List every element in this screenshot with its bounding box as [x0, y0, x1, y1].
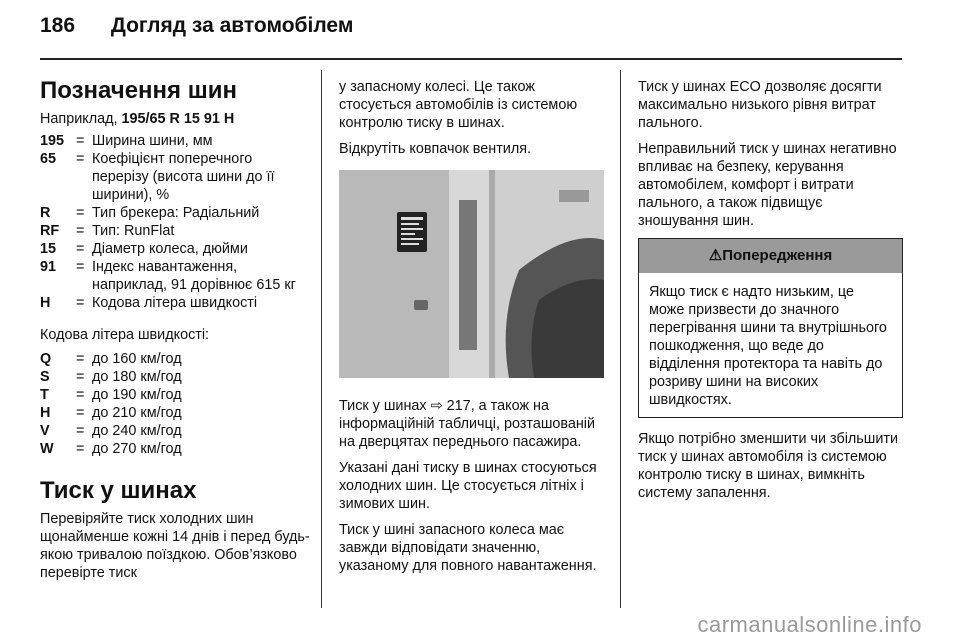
chapter-title: Догляд за автомобілем	[110, 14, 354, 37]
definition-eq: =	[76, 369, 85, 385]
definition-key: Q	[40, 351, 52, 367]
paragraph: Тиск у шині запасного колеса має завжди відповідати значенню, указаному для повного навантаження.	[339, 522, 597, 574]
definition-row	[40, 386, 310, 404]
page-header	[40, 14, 353, 38]
definition-key: S	[40, 369, 50, 385]
definition-text: до 270 км/год	[92, 441, 182, 457]
definition-key: R	[40, 205, 51, 221]
definition-key: 91	[40, 259, 57, 275]
definition-row	[40, 258, 310, 294]
warning-icon: ⚠	[708, 247, 723, 264]
tire-definition-list	[40, 132, 310, 312]
paragraph: у запасному колесі. Це також стосується автомобілів із системою контролю тиску в шинах.	[339, 79, 578, 131]
definition-eq: =	[76, 151, 85, 167]
definition-eq: =	[76, 241, 85, 257]
column-divider	[620, 70, 621, 608]
definition-text: Тип брекера: Радіальний	[92, 205, 260, 221]
definition-eq: =	[76, 351, 85, 367]
paragraph: Указані дані тиску в шинах стосуються холодних шин. Це стосується літніх і зимових шин.	[339, 460, 597, 512]
definition-eq: =	[76, 295, 85, 311]
speed-intro: Кодова літера швидкості:	[40, 327, 210, 343]
definition-row	[40, 222, 310, 240]
column-2	[339, 78, 604, 583]
paragraph: Тиск у шинах ECO дозволяє досягти максимально низького рівня витрат пального.	[638, 79, 882, 131]
definition-key: H	[40, 405, 51, 421]
definition-row	[40, 150, 310, 204]
paragraph: Неправильний тиск у шинах негативно впливає на безпеку, керування автомобілем, комфорт і витрати пального, а також підвищує зношування шин.	[638, 141, 897, 229]
example-line	[40, 110, 310, 128]
definition-text: до 180 км/год	[92, 369, 182, 385]
definition-text: Діаметр колеса, дюйми	[92, 241, 248, 257]
paragraph: Тиск у шинах ⇨ 217, а також на інформаційній табличці, розташованій на дверцятах переднього пасажира.	[339, 398, 596, 450]
definition-eq: =	[76, 223, 85, 239]
pressure-paragraph: Перевіряйте тиск холодних шин щонайменше кожні 14 днів і перед будь-якою тривалою поїздкою. Обов’язково перевірте тиск	[40, 511, 310, 581]
definition-row	[40, 240, 310, 258]
example-prefix: Наприклад,	[40, 111, 122, 127]
section-heading-tire-pressure: Тиск у шинах	[40, 477, 197, 504]
definition-key: 15	[40, 241, 57, 257]
definition-row	[40, 368, 310, 386]
definition-text: до 210 км/год	[92, 405, 182, 421]
page-ref-icon: ⇨	[430, 398, 443, 414]
definition-key: T	[40, 387, 49, 403]
definition-row	[40, 132, 310, 150]
definition-row	[40, 294, 310, 312]
column-1	[40, 78, 310, 590]
definition-key: 65	[40, 151, 57, 167]
definition-row	[40, 440, 310, 458]
definition-text: до 190 км/год	[92, 387, 182, 403]
door-tire-label-photo	[339, 170, 604, 378]
speed-definition-list	[40, 350, 310, 458]
paragraph: Відкрутіть ковпачок вентиля.	[339, 141, 532, 157]
definition-row	[40, 404, 310, 422]
definition-eq: =	[76, 205, 85, 221]
watermark: carmanualsonline.info	[697, 612, 922, 637]
page-number: 186	[40, 14, 76, 37]
definition-eq: =	[76, 387, 85, 403]
definition-key: W	[40, 441, 54, 457]
column-3	[638, 78, 903, 510]
definition-row	[40, 204, 310, 222]
warning-text: Якщо тиск є надто низьким, це може призвести до значного перегрівання шини та внутрішнього пошкодження, що веде до відділення протектора та навіть до розриву шини на високих швидкостях.	[649, 284, 887, 408]
definition-eq: =	[76, 441, 85, 457]
definition-key: H	[40, 295, 51, 311]
section-heading-tire-marking: Позначення шин	[40, 77, 237, 104]
example-value: 195/65 R 15 91 H	[121, 111, 235, 127]
definition-text: Ширина шини, мм	[92, 133, 213, 149]
definition-text: Кодова літера швидкості	[92, 295, 258, 311]
column-divider	[321, 70, 322, 608]
definition-key: RF	[40, 223, 60, 239]
definition-eq: =	[76, 133, 85, 149]
definition-key: V	[40, 423, 50, 439]
definition-row	[40, 422, 310, 440]
definition-row	[40, 350, 310, 368]
header-rule	[40, 58, 902, 60]
warning-title: ⚠Попередження	[639, 239, 902, 273]
definition-text: Тип: RunFlat	[92, 223, 175, 239]
definition-text: до 160 км/год	[92, 351, 182, 367]
definition-text: Індекс навантаження, наприклад, 91 дорівнює 615 кг	[92, 259, 296, 293]
definition-text: до 240 км/год	[92, 423, 182, 439]
definition-eq: =	[76, 405, 85, 421]
definition-text: Коефіцієнт поперечного перерізу (висота шини до її ширини), %	[92, 151, 275, 203]
paragraph: Якщо потрібно зменшити чи збільшити тиск у шинах автомобіля із системою контролю тиску в шинах, вимкніть систему запалення.	[638, 431, 899, 501]
definition-key: 195	[40, 133, 65, 149]
warning-box	[638, 238, 903, 418]
definition-eq: =	[76, 259, 85, 275]
page-ref[interactable]: 217	[446, 398, 471, 414]
definition-eq: =	[76, 423, 85, 439]
